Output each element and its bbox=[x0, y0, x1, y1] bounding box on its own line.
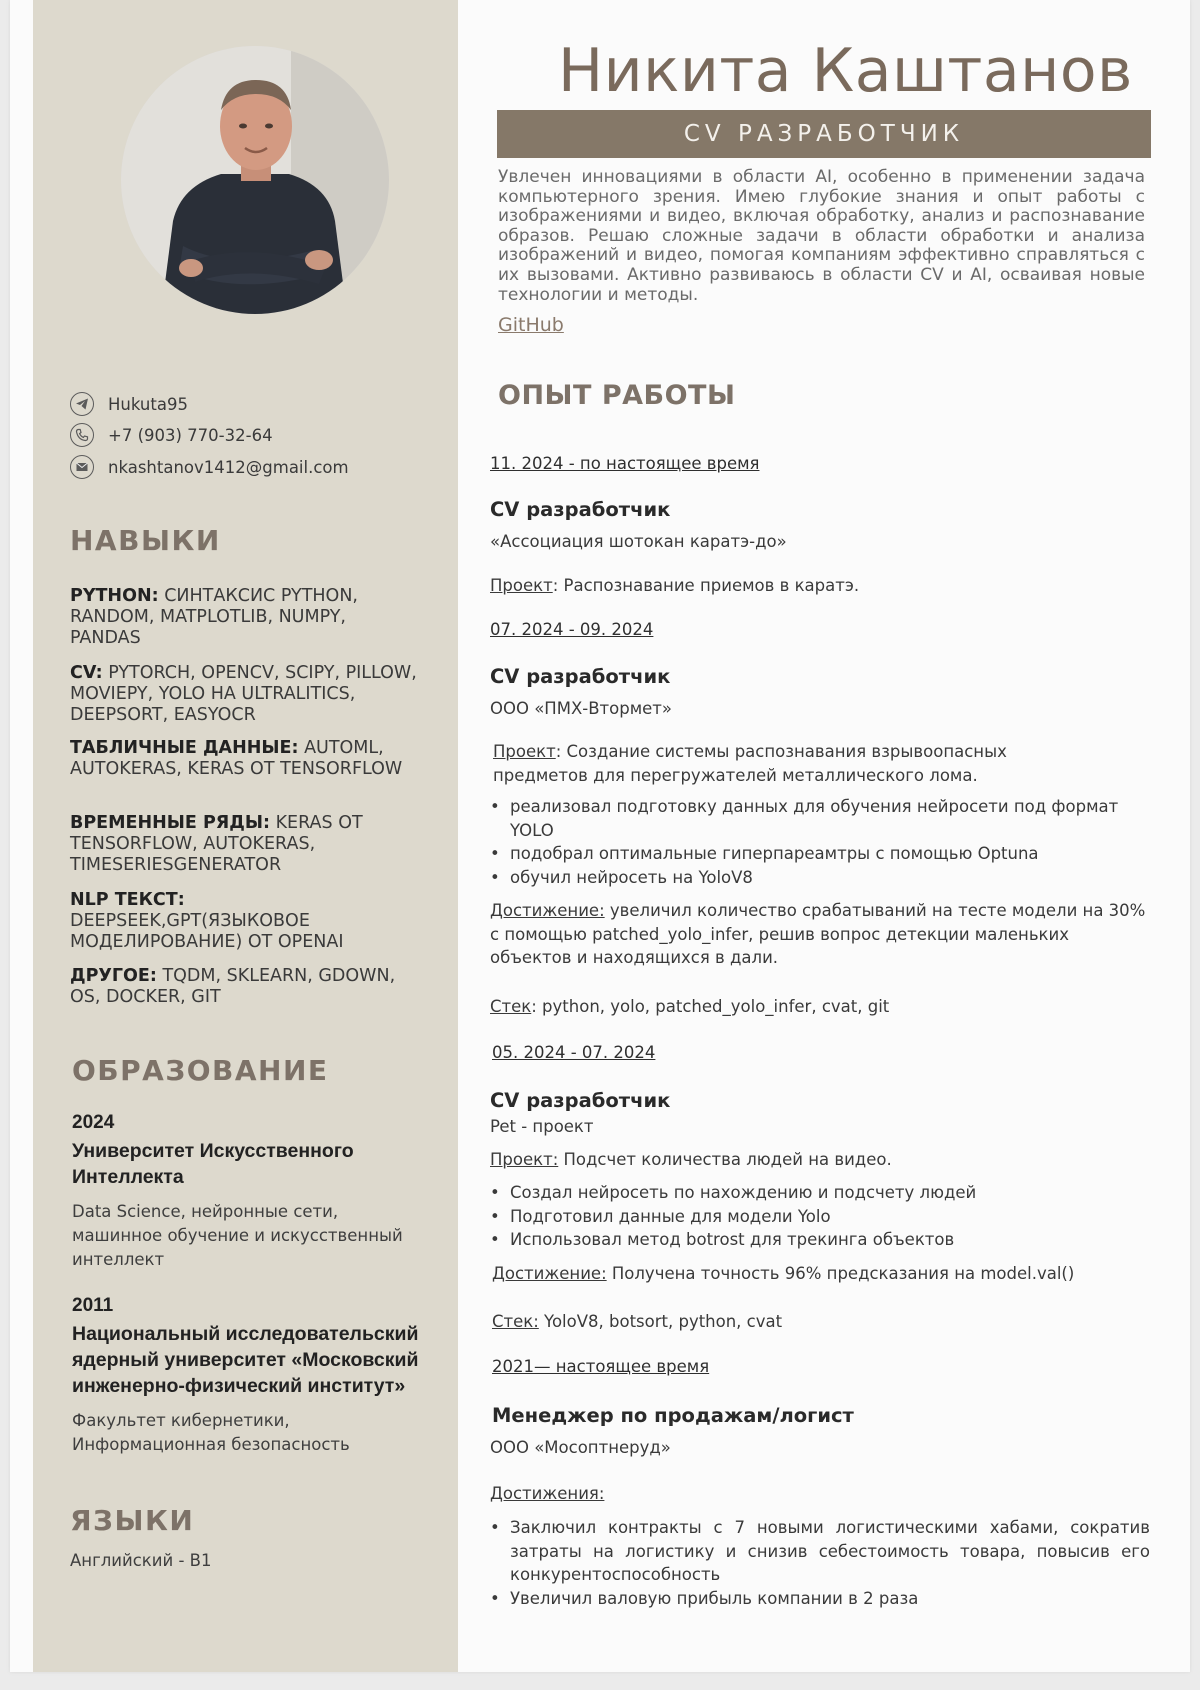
education-university: Университет Искусственного Интеллекта bbox=[72, 1140, 354, 1188]
project-text: : Распознавание приемов в каратэ. bbox=[552, 576, 860, 595]
job-date: 05. 2024 - 07. 2024 bbox=[492, 1043, 656, 1062]
email-icon bbox=[70, 455, 94, 479]
list-item: • Использовал метод botrost для трекинга объектов bbox=[490, 1228, 1150, 1252]
stack-label: Стек bbox=[490, 997, 532, 1016]
skill-label: PYTHON: bbox=[70, 586, 159, 606]
skill-item bbox=[70, 663, 420, 726]
skill-item bbox=[70, 586, 420, 649]
skill-text: AUTOML, AUTOKERAS, KERAS ОТ TENSORFLOW bbox=[70, 738, 403, 779]
skill-label: CV: bbox=[70, 663, 103, 683]
job-title: CV разработчик bbox=[490, 498, 671, 521]
skill-label: ТАБЛИЧНЫЕ ДАННЫЕ: bbox=[70, 738, 299, 758]
job-project bbox=[490, 574, 859, 598]
job-bullets bbox=[490, 1181, 1150, 1252]
achievement-text: Получена точность 96% предсказания на model.val() bbox=[606, 1264, 1075, 1283]
job-company: ООО «Мосоптнеруд» bbox=[490, 1438, 671, 1457]
contact-phone-text: +7 (903) 770-32-64 bbox=[108, 425, 273, 445]
education-heading: ОБРАЗОВАНИЕ bbox=[72, 1054, 329, 1087]
about-text: Увлечен инновациями в области AI, особенно в применении задача компьютерного зрения. Имею глубокие знания и опыт работы с изображениями и видео, включая обработку, анализ и распознавание образов. Решаю сложные задачи в области обработки и анализа изображений и видео, помогая компаниям эффективно справляться с их вызовами. Активно развиваюсь в области CV и AI, осваивая новые технологии и методы. bbox=[498, 167, 1145, 305]
contact-email-text: nkashtanov1412@gmail.com bbox=[108, 457, 349, 477]
skill-item bbox=[70, 890, 420, 953]
project-label: Проект: bbox=[490, 1150, 559, 1169]
contact-phone[interactable] bbox=[70, 422, 273, 448]
job-bullets bbox=[490, 1516, 1150, 1610]
skill-label: ВРЕМЕННЫЕ РЯДЫ: bbox=[70, 813, 270, 833]
job-title: Менеджер по продажам/логист bbox=[492, 1404, 854, 1427]
project-text: : Создание системы распознавания взрывоопасных предметов для перегружателей металлического лома. bbox=[493, 742, 1007, 785]
job-achievement bbox=[492, 1262, 1074, 1286]
job-project bbox=[493, 740, 1093, 787]
candidate-name: Никита Каштанов bbox=[558, 36, 1133, 106]
job-stack bbox=[492, 1310, 782, 1334]
job-title: CV разработчик bbox=[490, 1089, 671, 1112]
project-label: Проект bbox=[490, 576, 553, 595]
skill-label: ДРУГОЕ: bbox=[70, 966, 157, 986]
achievement-label: Достижение: bbox=[492, 1264, 607, 1283]
skill-text: DEEPSEEK,GPT(ЯЗЫКОВОЕ МОДЕЛИРОВАНИЕ) ОТ OPENAI bbox=[70, 911, 344, 952]
list-item: • обучил нейросеть на YoloV8 bbox=[490, 866, 1150, 890]
job-stack bbox=[490, 995, 889, 1019]
role-title: CV РАЗРАБОТЧИК bbox=[683, 121, 965, 147]
github-link[interactable]: GitHub bbox=[498, 314, 564, 336]
skill-label: NLP ТЕКСТ: bbox=[70, 890, 185, 910]
education-item bbox=[72, 1112, 442, 1272]
education-description: Факультет кибернетики, Информационная безопасность bbox=[72, 1411, 350, 1454]
education-year: 2011 bbox=[72, 1295, 114, 1316]
profile-photo bbox=[121, 46, 389, 314]
achievement-label: Достижение: bbox=[490, 901, 605, 920]
job-company: ООО «ПМХ-Втормет» bbox=[490, 699, 673, 718]
skill-item bbox=[70, 813, 420, 876]
job-date: 11. 2024 - по настоящее время bbox=[490, 454, 760, 473]
language-item: Английский - B1 bbox=[70, 1551, 212, 1570]
resume-page bbox=[10, 0, 1190, 1672]
skill-text: PYTORCH, OPENCV, SCIPY, PILLOW, MOVIEPY, YOLO НА ULTRALITICS, DEEPSORT, EASYOCR bbox=[70, 663, 417, 725]
list-item: • подобрал оптимальные гиперпареамтры с помощью Optuna bbox=[490, 842, 1150, 866]
stack-text: YoloV8, botsort, python, cvat bbox=[538, 1312, 783, 1331]
skills-heading: НАВЫКИ bbox=[70, 524, 221, 557]
phone-icon bbox=[70, 423, 94, 447]
experience-heading: ОПЫТ РАБОТЫ bbox=[498, 380, 736, 411]
list-item: • Увеличил валовую прибыль компании в 2 раза bbox=[490, 1587, 1150, 1611]
contact-email[interactable] bbox=[70, 454, 349, 480]
list-item: • реализовал подготовку данных для обучения нейросети под формат YOLO bbox=[490, 795, 1150, 842]
contact-telegram[interactable] bbox=[70, 391, 188, 417]
role-banner bbox=[497, 110, 1151, 158]
job-achievement bbox=[490, 899, 1150, 970]
education-university: Национальный исследовательский ядерный университет «Московский инженерно-физический институт» bbox=[72, 1323, 419, 1397]
skill-item bbox=[70, 966, 420, 1008]
list-item: • Заключил контракты с 7 новыми логистическими хабами, сократив затраты на логистику и снизив себестоимость товара, повысив его конкурентоспособность bbox=[490, 1516, 1150, 1587]
job-date: 2021— настоящее время bbox=[492, 1357, 710, 1376]
project-label: Проект bbox=[493, 742, 556, 761]
stack-text: : python, yolo, patched_yolo_infer, cvat, git bbox=[531, 997, 890, 1016]
job-project bbox=[490, 1148, 892, 1172]
languages-heading: ЯЗЫКИ bbox=[70, 1504, 195, 1537]
education-description: Data Science, нейронные сети, машинное обучение и искусственный интеллект bbox=[72, 1202, 403, 1269]
job-company: «Ассоциация шотокан каратэ-до» bbox=[490, 532, 787, 551]
stack-label: Стек: bbox=[492, 1312, 539, 1331]
job-company: Pet - проект bbox=[490, 1117, 594, 1136]
education-item bbox=[72, 1295, 452, 1457]
person-illustration bbox=[121, 46, 389, 314]
skill-text: СИНТАКСИС PYTHON, RANDOM, MATPLOTLIB, NUMPY, PANDAS bbox=[70, 586, 358, 648]
job-title: CV разработчик bbox=[490, 665, 671, 688]
telegram-icon bbox=[70, 392, 94, 416]
contact-telegram-text: Hukuta95 bbox=[108, 394, 188, 414]
job-bullets bbox=[490, 795, 1150, 889]
education-year: 2024 bbox=[72, 1112, 115, 1133]
skill-text: TQDM, SKLEARN, GDOWN, OS, DOCKER, GIT bbox=[70, 966, 396, 1007]
project-text: Подсчет количества людей на видео. bbox=[558, 1150, 892, 1169]
skill-item bbox=[70, 738, 420, 780]
job-date: 07. 2024 - 09. 2024 bbox=[490, 620, 654, 639]
skill-text: KERAS ОТ TENSORFLOW, AUTOKERAS, TIMESERIESGENERATOR bbox=[70, 813, 363, 875]
achievement-text: увеличил количество срабатываний на тесте модели на 30% с помощью patched_yolo_infer, решив вопрос детекции маленьких объектов и находящихся в дали. bbox=[490, 901, 1146, 967]
list-item: • Создал нейросеть по нахождению и подсчету людей bbox=[490, 1181, 1150, 1205]
list-item: • Подготовил данные для модели Yolo bbox=[490, 1205, 1150, 1229]
achievements-label: Достижения: bbox=[490, 1484, 605, 1503]
